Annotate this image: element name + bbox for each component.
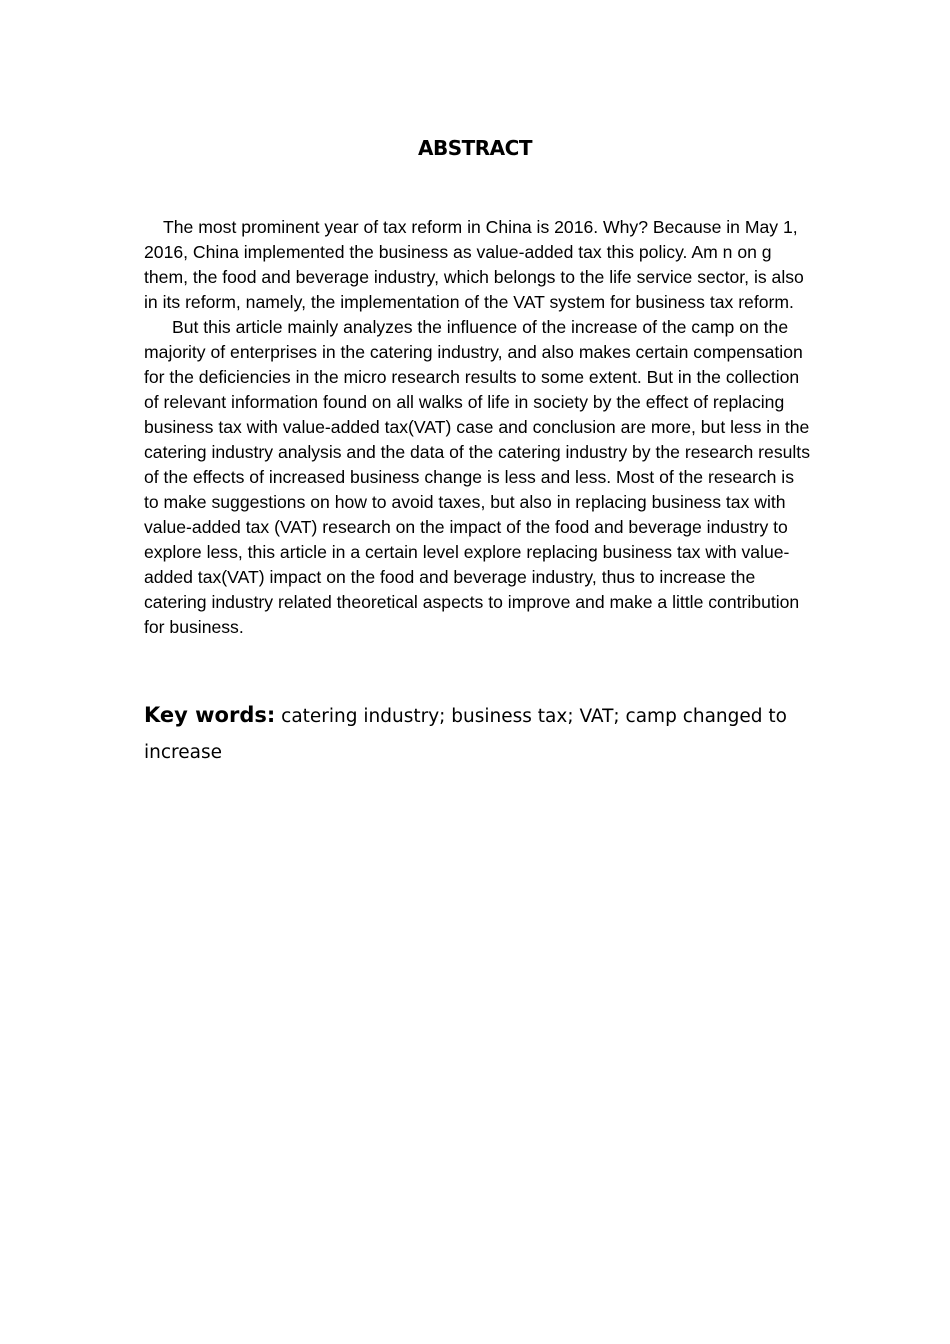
keywords-label: Key words:: [144, 703, 276, 727]
abstract-body: [144, 215, 810, 640]
keywords-line: [144, 697, 804, 771]
keywords-text: catering industry; business tax; VAT; camp changed to increase: [144, 706, 787, 763]
abstract-title: ABSTRACT: [418, 136, 532, 160]
abstract-paragraph-1: The most prominent year of tax reform in China is 2016. Why? Because in May 1, 2016, China implemented the business as value-added tax this policy. Am n on g them, the food and beverage industry, which belongs to the life service sector, is also in its reform, namely, the implementation of the VAT system for business tax reform.: [144, 217, 804, 312]
abstract-paragraph-2: But this article mainly analyzes the influence of the increase of the camp on the majority of enterprises in the catering industry, and also makes certain compensation for the deficiencies in the micro research results to some extent. But in the collection of relevant information found on all walks of life in society by the effect of replacing business tax with value-added tax(VAT) case and conclusion are more, but less in the catering industry analysis and the data of the catering industry by the research results of the effects of increased business change is less and less. Most of the research is to make suggestions on how to avoid taxes, but also in replacing business tax with value-added tax (VAT) research on the impact of the food and beverage industry to explore less, this article in a certain level explore replacing business tax with value-added tax(VAT) impact on the food and beverage industry, thus to increase the catering industry related theoretical aspects to improve and make a little contribution for business.: [144, 317, 810, 637]
